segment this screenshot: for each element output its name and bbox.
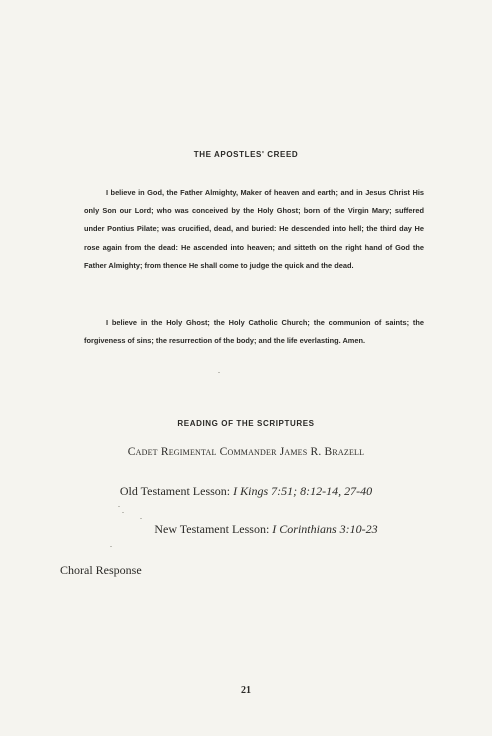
new-testament-label: New Testament Lesson:	[154, 522, 270, 536]
paper-speck	[218, 372, 220, 373]
paper-speck	[110, 546, 112, 547]
page-number: 21	[241, 685, 251, 696]
new-testament-lesson	[20, 522, 492, 537]
choral-response: Choral Response	[60, 563, 142, 577]
reader-name: Cadet Regimental Commander James R. Brazell	[127, 446, 365, 458]
paper-speck	[122, 512, 124, 513]
old-testament-label: Old Testament Lesson:	[119, 484, 231, 498]
old-testament-reference: I Kings 7:51; 8:12-14, 27-40	[233, 484, 373, 498]
creed-paragraph-1: I believe in God, the Father Almighty, Maker of heaven and earth; and in Jesus Christ His only Son our Lord; who was conceived by the Holy Ghost; born of the Virgin Mary; suffered under Pontius Pilate; was crucified, dead, and buried: He descended into hell; the third day He rose again from the dead: He ascended into heaven; and sitteth on the right hand of God the Father Almighty; from thence He shall come to judge the quick and the dead.	[84, 188, 424, 270]
creed-heading: THE APOSTLES' CREED	[193, 150, 299, 159]
reading-heading: READING OF THE SCRIPTURES	[177, 419, 315, 428]
paper-speck	[118, 506, 120, 507]
paper-speck	[140, 518, 142, 519]
new-testament-reference: I Corinthians 3:10-23	[272, 522, 378, 536]
old-testament-lesson	[0, 484, 492, 499]
creed-paragraph-2: I believe in the Holy Ghost; the Holy Catholic Church; the communion of saints; the forgiveness of sins; the resurrection of the body; and the life everlasting. Amen.	[84, 318, 424, 346]
